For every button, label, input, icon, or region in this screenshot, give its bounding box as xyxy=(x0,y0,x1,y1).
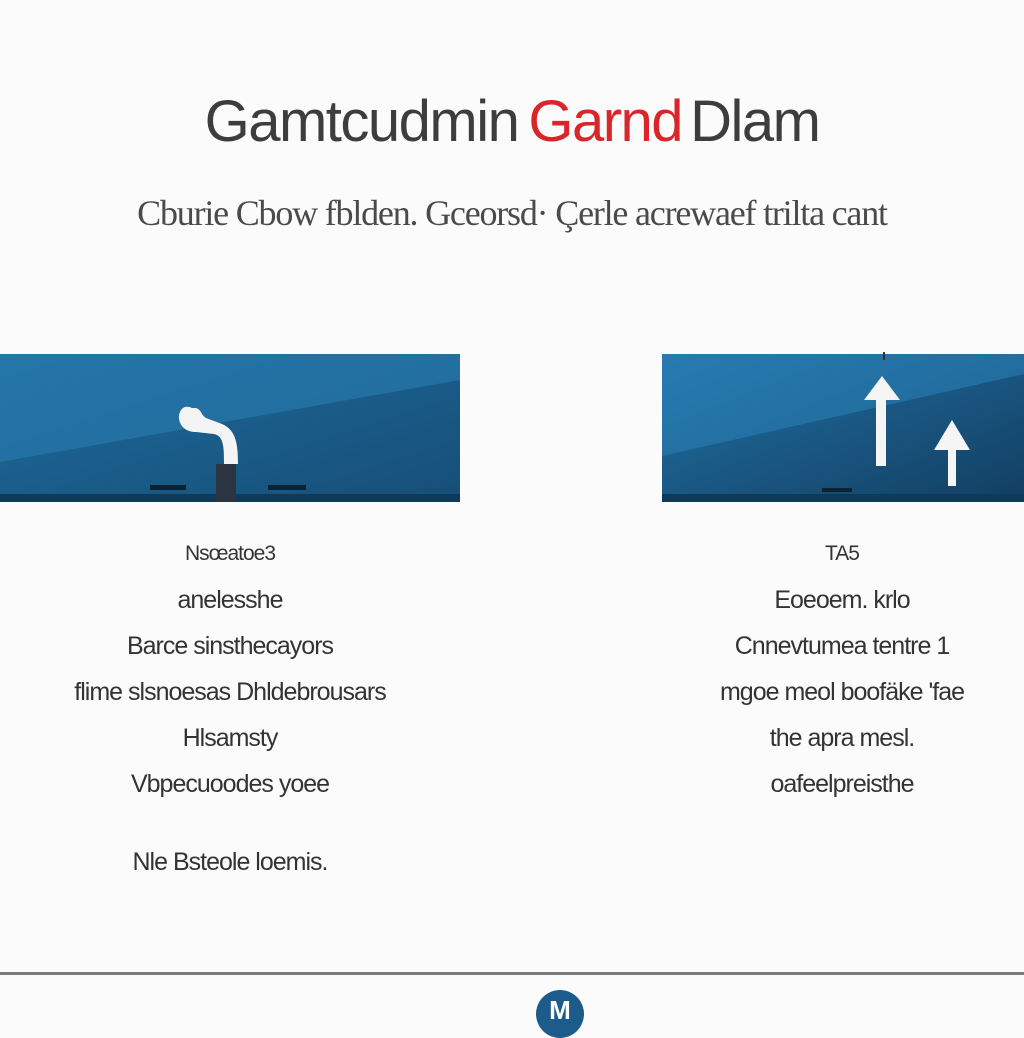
right-line-4: mgoe meol boofäke 'fae xyxy=(719,678,965,706)
left-column-text xyxy=(0,538,460,892)
hook-post xyxy=(216,464,236,502)
footer-divider xyxy=(0,972,1024,975)
left-line-1: Nsœatoe3 xyxy=(184,542,276,565)
left-line-3: Barce sinsthecayors xyxy=(126,632,334,660)
footer-logo[interactable]: M xyxy=(536,990,584,1038)
right-column-text xyxy=(660,538,1024,814)
arrow-up-shaft-small xyxy=(948,450,956,486)
right-line-3: Cnnevtumea tentre 1 xyxy=(734,632,950,660)
right-line-2: Eoeoem. krlo xyxy=(774,586,910,614)
left-line-5: Hlsamsty xyxy=(182,724,278,752)
left-line-7: Nle Bsteole loemis. xyxy=(132,848,328,876)
left-panel-illustration xyxy=(0,352,462,502)
right-line-5: the apra mesl. xyxy=(769,724,915,752)
left-panel-graphic xyxy=(0,352,462,502)
left-line-2: anelesshe xyxy=(177,586,283,614)
page-title xyxy=(0,88,1024,155)
left-panel-slot-1 xyxy=(150,485,186,490)
arrow-up-shaft-large xyxy=(876,400,886,466)
right-panel-graphic xyxy=(662,352,1024,502)
title-accent: Garnd xyxy=(528,89,683,154)
right-panel-illustration xyxy=(662,352,1024,502)
left-panel-slot-2 xyxy=(268,485,306,490)
right-panel-base xyxy=(662,494,1024,502)
title-part-2: Dlam xyxy=(690,89,820,154)
title-part-1: Gamtcudmin xyxy=(204,89,519,154)
right-line-6: oafeelpreisthe xyxy=(770,770,914,798)
left-line-4: flime slsnoesas Dhldebrousars xyxy=(74,678,386,706)
page-subtitle: Cburie Cbow fblden. Gceorsd· Çerle acrewaef trilta cant xyxy=(137,193,887,233)
left-line-6: Vbpecuoodes yoee xyxy=(130,770,330,798)
right-line-1: TA5 xyxy=(825,542,859,565)
right-panel-slot xyxy=(822,488,852,492)
